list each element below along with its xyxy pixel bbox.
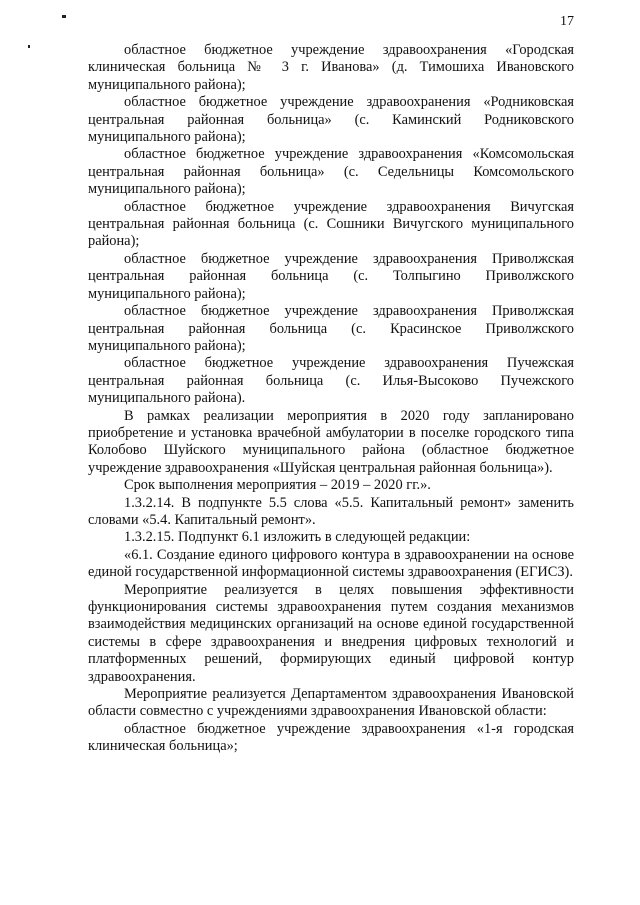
paragraph: областное бюджетное учреждение здравоохранения «1-я городская клиническая больница»;	[88, 720, 574, 755]
paragraph: областное бюджетное учреждение здравоохранения «Родниковская центральная районная больница» (с. Каминский Родниковского муниципального района);	[88, 94, 574, 146]
paragraph: областное бюджетное учреждение здравоохранения Приволжская центральная районная больница (с. Красинское Приволжского муниципального района);	[88, 303, 574, 354]
scan-mark	[28, 45, 30, 48]
scan-mark	[62, 15, 66, 18]
paragraph: 1.3.2.14. В подпункте 5.5 слова «5.5. Капитальный ремонт» заменить словами «5.4. Капитальный ремонт».	[88, 494, 574, 528]
paragraph: областное бюджетное учреждение здравоохранения «Комсомольская центральная районная больница» (с. Седельницы Комсомольского муниципального района);	[88, 146, 574, 198]
paragraph: Срок выполнения мероприятия – 2019 – 2020 гг.».	[124, 477, 431, 494]
paragraph: областное бюджетное учреждение здравоохранения Пучежская центральная районная больница (с. Илья-Высоково Пучежского муниципального района).	[88, 355, 574, 407]
paragraph: В рамках реализации мероприятия в 2020 году запланировано приобретение и установка врачебной амбулатории в поселке городского типа Колобово Шуйского муниципального района (областное бюджетное учреждение здравоохранения «Шуйская центральная районная больница»).	[88, 407, 574, 476]
paragraph: 1.3.2.15. Подпункт 6.1 изложить в следующей редакции:	[124, 529, 471, 546]
paragraph: областное бюджетное учреждение здравоохранения «Городская клиническая больница № 3 г. Иванова» (д. Тимошиха Ивановского муниципального района);	[88, 42, 574, 93]
paragraph: «6.1. Создание единого цифрового контура в здравоохранении на основе единой государственной информационной системы здравоохранения (ЕГИСЗ).	[88, 546, 574, 581]
document-body	[88, 42, 574, 756]
paragraph: Мероприятие реализуется Департаментом здравоохранения Ивановской области совместно с учреждениями здравоохранения Ивановской области:	[88, 686, 574, 720]
paragraph: Мероприятие реализуется в целях повышения эффективности функционирования системы здравоохранения путем создания механизмов взаимодействия медицинских организаций на основе единой государственной системы в сфере здравоохранения и внедрения цифровых технологий и платформенных решений, формирующих единый цифровой контур здравоохранения.	[88, 581, 574, 685]
page-number: 17	[560, 14, 574, 29]
paragraph: областное бюджетное учреждение здравоохранения Приволжская центральная районная больница (с. Толпыгино Приволжского муниципального района);	[88, 250, 574, 302]
paragraph: областное бюджетное учреждение здравоохранения Вичугская центральная районная больница (с. Сошники Вичугского муниципального района);	[88, 198, 574, 250]
